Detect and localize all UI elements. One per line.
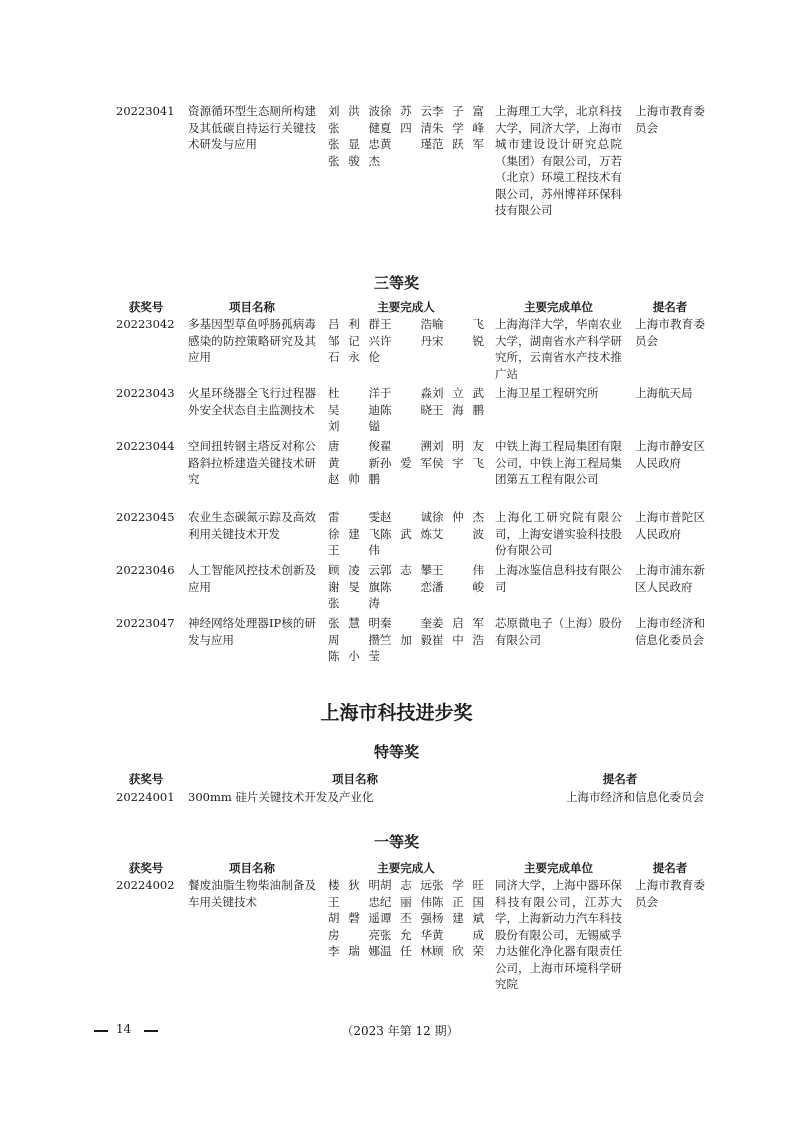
contributor-name: 艾 波	[432, 526, 484, 541]
main-contributors	[328, 385, 484, 435]
main-contributors	[328, 877, 484, 960]
award-number: 20224002	[116, 878, 175, 892]
contributor-name: 顾凌云	[328, 563, 380, 577]
header-project-name: 项目名称	[229, 300, 275, 314]
project-name: 餐废油脂生物柴油制备及车用关键技术	[188, 878, 316, 909]
contributor-name: 崔中浩	[432, 632, 484, 647]
contributor-name: 许 丹	[380, 333, 432, 348]
contributor-name: 黄 成	[432, 927, 484, 942]
contributor-name: 王 伟	[328, 543, 380, 557]
award-number: 20224001	[116, 790, 175, 804]
nominator: 上海航天局	[635, 386, 693, 400]
project-name: 火星环绕器全飞行过程器外安全状态自主监测技术	[188, 386, 316, 417]
nominator: 上海市普陀区人民政府	[635, 510, 705, 541]
contributor-name: 喻 飞	[432, 317, 484, 331]
contributor-name: 夏四清	[380, 120, 432, 135]
contributor-name: 李子富	[432, 104, 484, 118]
project-name: 300mm 硅片关键技术开发及产业化	[188, 790, 374, 804]
main-units: 上海卫星工程研究所	[495, 386, 599, 400]
contributor-name: 侯宇飞	[432, 455, 484, 470]
header-main-units: 主要完成单位	[524, 861, 593, 875]
contributor-name: 张允华	[380, 927, 432, 942]
nominator: 上海市浦东新区人民政府	[635, 563, 705, 594]
contributor-name: 王海鹏	[432, 402, 484, 417]
main-contributors	[328, 316, 484, 366]
header-nominator: 提名者	[652, 300, 688, 314]
contributor-name: 姜启军	[432, 616, 484, 630]
award-number: 20223042	[116, 317, 175, 331]
project-name: 资源循环型生态厕所构建及其低碳自持运行关键技术研发与应用	[188, 104, 316, 151]
contributor-name: 陈 恋	[380, 579, 432, 594]
contributor-name: 石永伦	[328, 350, 380, 364]
header-project-name: 项目名称	[332, 772, 378, 786]
project-name: 农业生态碳氮示踪及高效利用关键技术开发	[188, 510, 316, 541]
award-number: 20223046	[116, 563, 175, 577]
contributor-name: 邹记兴	[328, 333, 380, 348]
contributor-name: 唐 俊	[328, 439, 380, 453]
contributor-name: 徐苏云	[380, 104, 432, 118]
contributor-name: 张 健	[328, 120, 380, 135]
contributor-name: 房 亮	[328, 927, 380, 942]
header-main-contributors: 主要完成人	[377, 300, 435, 314]
contributor-name: 王 伟	[432, 563, 484, 577]
nominator: 上海市教育委员会	[635, 317, 705, 348]
contributor-name: 范跃军	[432, 137, 484, 151]
main-contributors	[328, 509, 484, 559]
section-title-first-prize: 一等奖	[373, 833, 419, 851]
contributor-name: 朱学峰	[432, 120, 484, 135]
header-award-number: 获奖号	[128, 772, 164, 786]
contributor-name: 谢旻旗	[328, 579, 380, 594]
contributor-name: 赵 诚	[380, 510, 432, 524]
contributor-name: 陈正国	[432, 894, 484, 909]
award-number: 20223044	[116, 439, 175, 453]
contributor-name: 雷 雯	[328, 510, 380, 524]
contributor-name: 楼狄明	[328, 878, 380, 892]
contributor-name: 王 浩	[380, 317, 432, 331]
contributor-name: 张 涛	[328, 596, 380, 610]
contributor-name: 李瑞娜	[328, 944, 380, 958]
header-main-units: 主要完成单位	[524, 300, 593, 314]
contributor-name: 张学旺	[432, 878, 484, 892]
contributor-name: 陈 晓	[380, 402, 432, 417]
nominator: 上海市经济和信息化委员会	[566, 790, 704, 804]
contributor-name: 张显忠	[328, 137, 380, 151]
contributor-name: 周 攒	[328, 632, 380, 647]
contributor-name: 陈武炼	[380, 526, 432, 541]
contributor-name: 刘立武	[432, 386, 484, 400]
contributor-name: 杨建斌	[432, 911, 484, 925]
contributor-name: 王 忠	[328, 894, 380, 909]
section-main-title: 上海市科技进步奖	[320, 702, 473, 724]
award-number: 20223045	[116, 510, 175, 524]
contributor-name: 竺加毅	[380, 632, 432, 647]
main-units: 上海化工研究院有限公司，上海安谱实验科技股份有限公司	[495, 510, 622, 557]
header-project-name: 项目名称	[229, 861, 275, 875]
footer-dash-right	[144, 1030, 158, 1032]
contributor-name: 潘 峻	[432, 579, 484, 594]
project-name: 人工智能风控技术创新及应用	[188, 563, 316, 594]
main-contributors	[328, 562, 484, 612]
contributor-name: 郭志攀	[380, 563, 432, 577]
contributor-name: 刘 镒	[328, 419, 380, 433]
contributor-name: 刘明友	[432, 439, 484, 453]
contributor-name: 胡磬遥	[328, 911, 380, 925]
issue-label: （2023 年第 12 期）	[341, 1024, 459, 1038]
contributor-name: 张骏杰	[328, 153, 380, 168]
contributor-name: 杜 洋	[328, 386, 380, 400]
contributor-name: 胡志远	[380, 878, 432, 892]
contributor-name: 纪丽伟	[380, 894, 432, 909]
contributor-name: 翟 溯	[380, 439, 432, 453]
project-name: 空间扭转钢主塔反对称公路斜拉桥建造关键技术研究	[188, 439, 316, 486]
award-number: 20223041	[116, 104, 175, 118]
award-number: 20223047	[116, 616, 175, 630]
main-units: 中铁上海工程局集团有限公司，中铁上海工程局集团第五工程有限公司	[495, 439, 622, 486]
project-name: 神经网络处理器IP核的研发与应用	[188, 616, 316, 647]
nominator: 上海市经济和信息化委员会	[635, 616, 705, 647]
project-name: 多基因型草鱼呼肠孤病毒感染的防控策略研究及其应用	[188, 317, 316, 364]
footer-dash-left	[94, 1030, 108, 1032]
contributor-name: 赵帅鹏	[328, 472, 380, 486]
contributor-name: 黄 新	[328, 455, 380, 470]
nominator: 上海市静安区人民政府	[635, 439, 705, 470]
contributor-name: 吕利群	[328, 317, 380, 331]
contributor-name: 温任林	[380, 944, 432, 958]
contributor-name: 刘洪波	[328, 104, 380, 118]
header-main-contributors: 主要完成人	[377, 861, 435, 875]
main-units: 上海海洋大学，华南农业大学，湖南省水产科学研究所，云南省水产技术推广站	[495, 317, 622, 381]
header-nominator: 提名者	[602, 772, 638, 786]
contributor-name: 秦 奎	[380, 616, 432, 630]
contributor-name: 张慧明	[328, 616, 380, 630]
contributor-name: 徐仲杰	[432, 510, 484, 524]
nominator: 上海市教育委员会	[635, 104, 705, 135]
main-contributors	[328, 615, 484, 665]
contributor-name: 孙爱军	[380, 455, 432, 470]
header-award-number: 获奖号	[128, 300, 164, 314]
award-number: 20223043	[116, 386, 175, 400]
contributor-name: 黄 瑾	[380, 137, 432, 151]
section-title-special-prize: 特等奖	[373, 743, 419, 761]
contributor-name: 顾欣荣	[432, 944, 484, 958]
main-units: 上海冰鉴信息科技有限公司	[495, 563, 622, 594]
header-nominator: 提名者	[652, 861, 688, 875]
contributor-name: 谭丕强	[380, 911, 432, 925]
main-units: 上海理工大学，北京科技大学，同济大学，上海市城市建设设计研究总院（集团）有限公司，万若（北京）环境工程技术有限公司，苏州博祥环保科技有限公司	[495, 104, 622, 217]
contributor-name: 陈小莹	[328, 649, 380, 663]
main-contributors	[328, 438, 484, 488]
contributor-name: 徐建飞	[328, 526, 380, 541]
main-units: 同济大学，上海中器环保科技有限公司，江苏大学，上海新动力汽车科技股份有限公司，无锡威孚力达催化净化器有限责任公司，上海市环境科学研究院	[495, 878, 622, 991]
main-contributors	[328, 103, 484, 169]
contributor-name: 吴 迪	[328, 402, 380, 417]
contributor-name: 于 淼	[380, 386, 432, 400]
contributor-name: 宋 锐	[432, 333, 484, 348]
page-number: 14	[116, 1022, 132, 1036]
nominator: 上海市教育委员会	[635, 878, 705, 909]
main-units: 芯原微电子（上海）股份有限公司	[495, 616, 622, 647]
header-award-number: 获奖号	[128, 861, 164, 875]
section-title-third-prize: 三等奖	[373, 274, 419, 292]
